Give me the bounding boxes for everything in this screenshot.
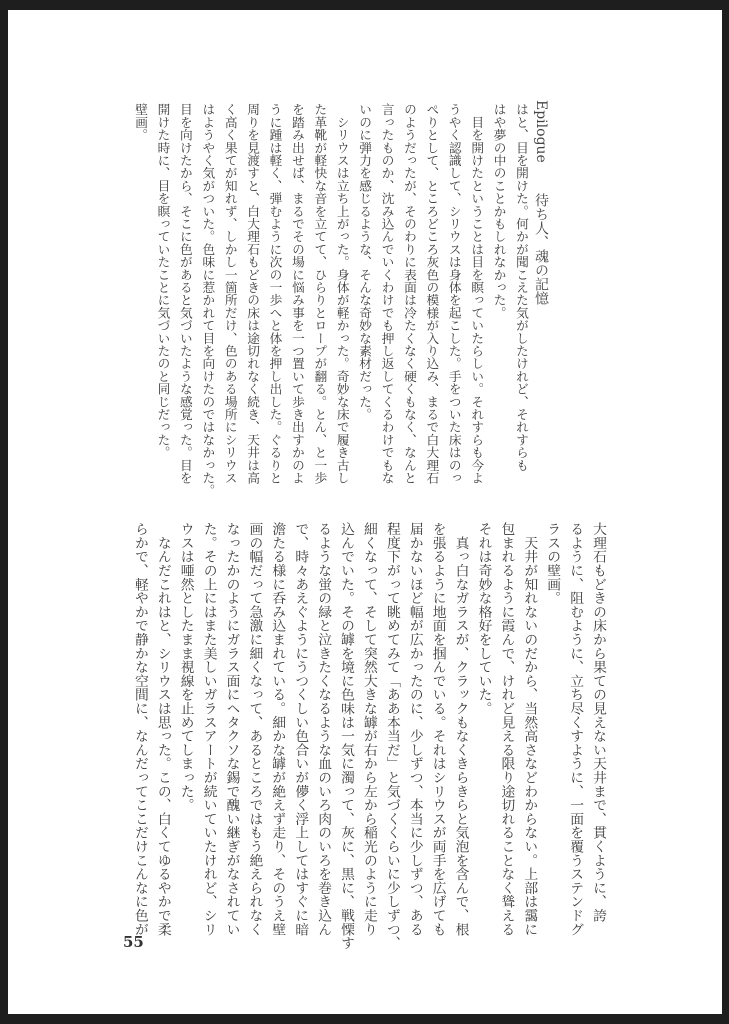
text-line: はや夢の中のことかもしれなかった。: [491, 103, 507, 319]
text-line: 込んでいた。その罅を境に色味は一気に濁って、灰に、黒に、戦慄す: [338, 522, 355, 950]
text-line: うやく認識して、シリウスは身体を起こした。手をついた床はのっ: [446, 103, 462, 484]
text-line: なったかのようにガラス面にヘタクソな錫で醜い継ぎがなされてい: [223, 522, 240, 936]
text-line: 壁画。: [133, 103, 149, 142]
text-line: 大理石もどきの床から果ての見えない天井まで、貫くように、誇: [590, 522, 606, 923]
text-line: らかで、軽やかで静かな空間に、なんだってここだけこんなに色が: [131, 522, 148, 936]
text-line: た。その上にはまた美しいガラスアートが続いていたけれど、シリ: [200, 522, 217, 936]
text-line: 画の幅だって急激に細くなって、あるところではもう絶えられなく: [246, 522, 263, 936]
text-line: た革靴が軽快な音を立てて、ひらりとロープが翻る。とん、と一歩: [312, 103, 328, 484]
text-line: を張るように地面を掴んでいる。それはシリウスが両手を広げても: [429, 522, 446, 936]
text-line: 包まれるように霞んで、けれど見える限り途切れることなく聳える: [498, 522, 515, 936]
text-line: く高く果てが知れず、しかし一箇所だけ、色のある場所にシリウス: [222, 103, 238, 484]
text-line: のようだったが、そのわりに表面は冷たくなく硬くもなく、なんと: [401, 103, 417, 484]
text-line: なんだこれはと、シリウスは思った。この、白くてゆるやかで柔: [154, 522, 171, 936]
text-line: ラスの壁画。: [544, 522, 561, 605]
text-line: 澹たる様に呑み込まれている。細かな罅が絶えず走り、そのうえ壁: [269, 522, 286, 936]
text-line: 目を開けたということは目を瞑っていたらしい。それすらも今よ: [469, 103, 485, 484]
text-line: うに踵は軽く、弾むように次の一歩へと体を押し出した。ぐるりと: [267, 103, 283, 484]
text-line: 真っ白なガラスが、クラックもなくきらきらと気泡を含んで、根: [452, 522, 469, 936]
text-line: るような蛍の緑と泣きたくなるような血のいろ肉のいろを巻き込ん: [315, 522, 332, 936]
running-header: [532, 100, 550, 305]
text-line: 届かないほど幅が広かったのに、少しずつ、本当に少しずつ、ある: [406, 522, 423, 936]
text-line: ぺりとして、ところどころ灰色の模様が入り込み、まるで白大理石: [424, 103, 440, 484]
text-line: いのに弾力を感じるような、そんな奇妙な素材だった。: [357, 103, 373, 421]
text-line: はと、目を開けた。何かが聞こえた気がしたけれど、それすらも: [514, 103, 529, 472]
text-line: 天井が知れないのだから、当然高さなどわからない。上部は靄に: [521, 522, 538, 936]
text-line: で、時々あえぐようにうつくしい色合いが儚く浮上してはすぐに暗: [292, 522, 309, 936]
chapter-label: Epilogue: [533, 100, 549, 163]
text-block-upper: [129, 103, 532, 497]
text-line: 程度下がって眺めてみて「ああ本当だ」と気づくくらいに少しずつ、: [383, 522, 400, 950]
text-line: 言ったものか、沈み込んでいくわけでも押し返してくるわけでもな: [379, 103, 395, 484]
text-line: ウスは唖然としたまま視線を止めてしまった。: [177, 522, 194, 812]
text-line: シリウスは立ち上がった。身体が軽かった。奇妙な床で履き古し: [334, 103, 350, 484]
text-line: るように、阻むように、立ち尽くすように、一面を覆うステンドグ: [567, 522, 584, 936]
text-line: を踏み出せば、まるでその場に悩み事を一つ置いて歩き出すかのよ: [289, 103, 305, 484]
text-line: それは奇妙な格好をしていた。: [475, 522, 492, 716]
chapter-title: 待ち人、魂の記憶: [533, 192, 549, 305]
text-line: 目を向けたから、そこに色があると気づいたような感覚った。目を: [177, 103, 193, 484]
text-line: 開けた時に、目を瞑っていたことに気づいたのと同じだった。: [155, 103, 171, 459]
text-line: 細くなって、そして突然大きな罅が右から左から稲光のように走り: [360, 522, 377, 936]
text-line: はようやく気がついた。色味に惹かれて目を向けたのではなかった。: [200, 103, 216, 497]
text-line: 周りを見渡すと、白大理石もどきの床は途切れなく続き、天井は高: [245, 103, 261, 484]
page-number: 55: [123, 933, 144, 951]
text-block-lower: [128, 522, 609, 950]
